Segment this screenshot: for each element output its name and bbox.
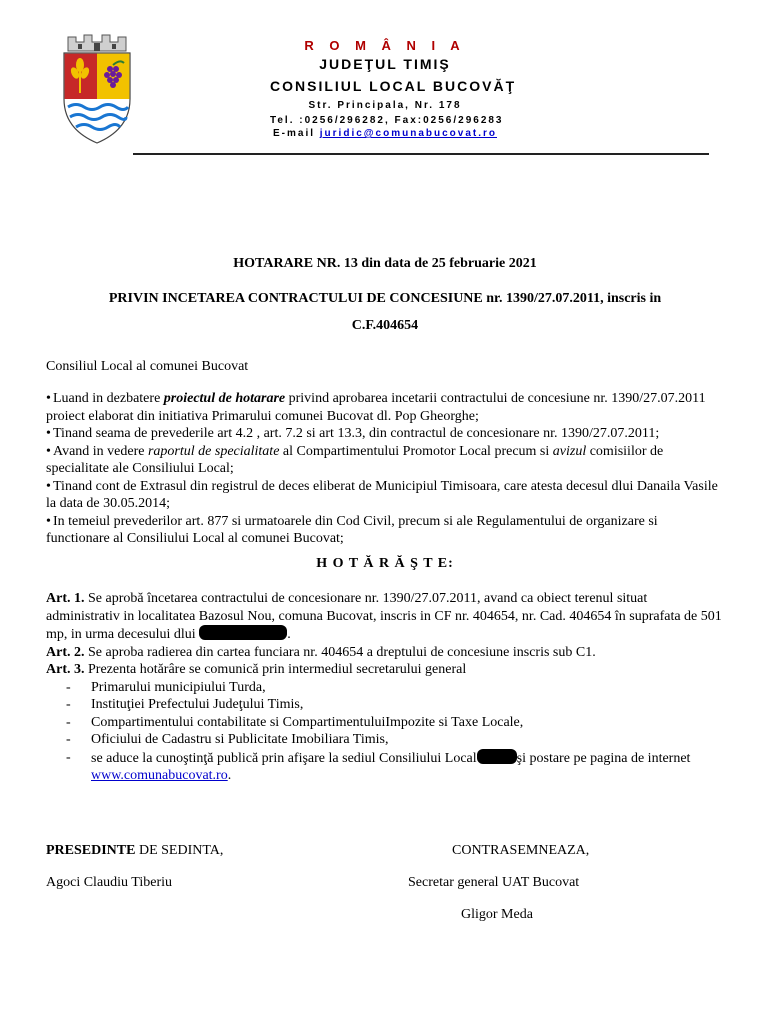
consideration-item: • Avand in vedere raportul de specialitate al Compartimentului Promotor Local precum si avizul comisiilor de specialitate ale Consiliului Local;: [46, 443, 664, 476]
email-line: [270, 128, 500, 139]
list-item: - Oficiului de Cadastru si Publicitate Imobiliara Timis,: [66, 732, 389, 747]
header-separator: [133, 153, 709, 155]
website-link[interactable]: www.comunabucovat.ro: [91, 768, 228, 783]
council-intro: Consiliul Local al comunei Bucovat: [46, 359, 249, 374]
decision-subject: PRIVIN INCETAREA CONTRACTULUI DE CONCESIUNE nr. 1390/27.07.2011, inscris in: [108, 291, 662, 306]
list-item: - se aduce la cunoştinţă publică prin afişare la sediul Consiliului Local şi postare pe pagina de internet www.comunabucovat.ro.: [66, 749, 691, 783]
decision-subject-cf: C.F.404654: [351, 318, 419, 333]
articles: [46, 590, 722, 785]
decision-title: HOTARARE NR. 13 din data de 25 februarie 2021: [233, 256, 537, 271]
article-3: Art. 3. Prezenta hotărâre se comunică prin intermediul secretarului general: [46, 662, 467, 677]
email-link[interactable]: juridic@comunabucovat.ro: [319, 128, 497, 139]
list-item: - Compartimentului contabilitate si CompartimentuluiImpozite si Taxe Locale,: [66, 714, 524, 730]
list-item: - Primarului municipiului Turda,: [66, 679, 266, 695]
countersign-heading: CONTRASEMNEAZA,: [452, 843, 590, 858]
president-heading: PRESEDINTE DE SEDINTA,: [46, 843, 224, 858]
secretary-title: Secretar general UAT Bucovat: [408, 875, 580, 890]
redacted-name: [199, 625, 287, 640]
country-name: R O M Â N I A: [304, 38, 466, 53]
article-2: Art. 2. Se aproba radierea din cartea funciara nr. 404654 a dreptului de concesiune inscris sub C1.: [46, 644, 596, 660]
phone-fax: Tel. :0256/296282, Fax:0256/296283: [270, 115, 504, 126]
coat-of-arms-logo: [54, 29, 140, 147]
county-name: JUDEŢUL TIMIŞ: [319, 56, 451, 72]
redacted-text: [477, 749, 517, 764]
consideration-item: • Tinand cont de Extrasul din registrul de deces eliberat de Municipiul Timisoara, care atesta decesul dlui Danaila Vasile la data de 30.05.2014;: [46, 478, 718, 511]
consideration-item: • Tinand seama de prevederile art 4.2 , art. 7.2 si art 13.3, din contractul de concesionare nr. 1390/27.07.2011;: [46, 426, 660, 441]
article-1: Art. 1. Se aprobă încetarea contractului de concesionare nr. 1390/27.07.2011, avand ca obiect terenul situat administrativ in localitatea Bazosul Nou, comuna Bucovat, inscris in CF nr. 404654, nr. Cad. 404654 în suprafata de 501 mp, in urma decesului dlui .: [46, 591, 722, 642]
consideration-item: • Luand in dezbatere proiectul de hotarare privind aprobarea incetarii contractului de concesiune nr. 1390/27.07.2011 proiect elaborat din initiativa Primarului comunei Bucovat dl. Pop Gheorghe;: [46, 391, 706, 424]
consideration-item: • In temeiul prevederilor art. 877 si urmatoarele din Cod Civil, precum si ale Regulamentului de organizare si functionare al Consiliului Local al comunei Bucovat;: [46, 513, 658, 546]
considerations: [46, 390, 722, 548]
address: Str. Principala, Nr. 178: [308, 100, 462, 111]
email-label: E-mail: [272, 128, 315, 139]
decision-heading: H O T Ă R Ă Ş T E:: [316, 556, 454, 571]
president-name: Agoci Claudiu Tiberiu: [46, 875, 173, 890]
secretary-name: Gligor Meda: [461, 907, 533, 922]
council-name: CONSILIUL LOCAL BUCOVĂŢ: [270, 78, 517, 94]
list-item: - Instituţiei Prefectului Judeţului Timis,: [66, 697, 304, 712]
distribution-list: [46, 679, 722, 785]
